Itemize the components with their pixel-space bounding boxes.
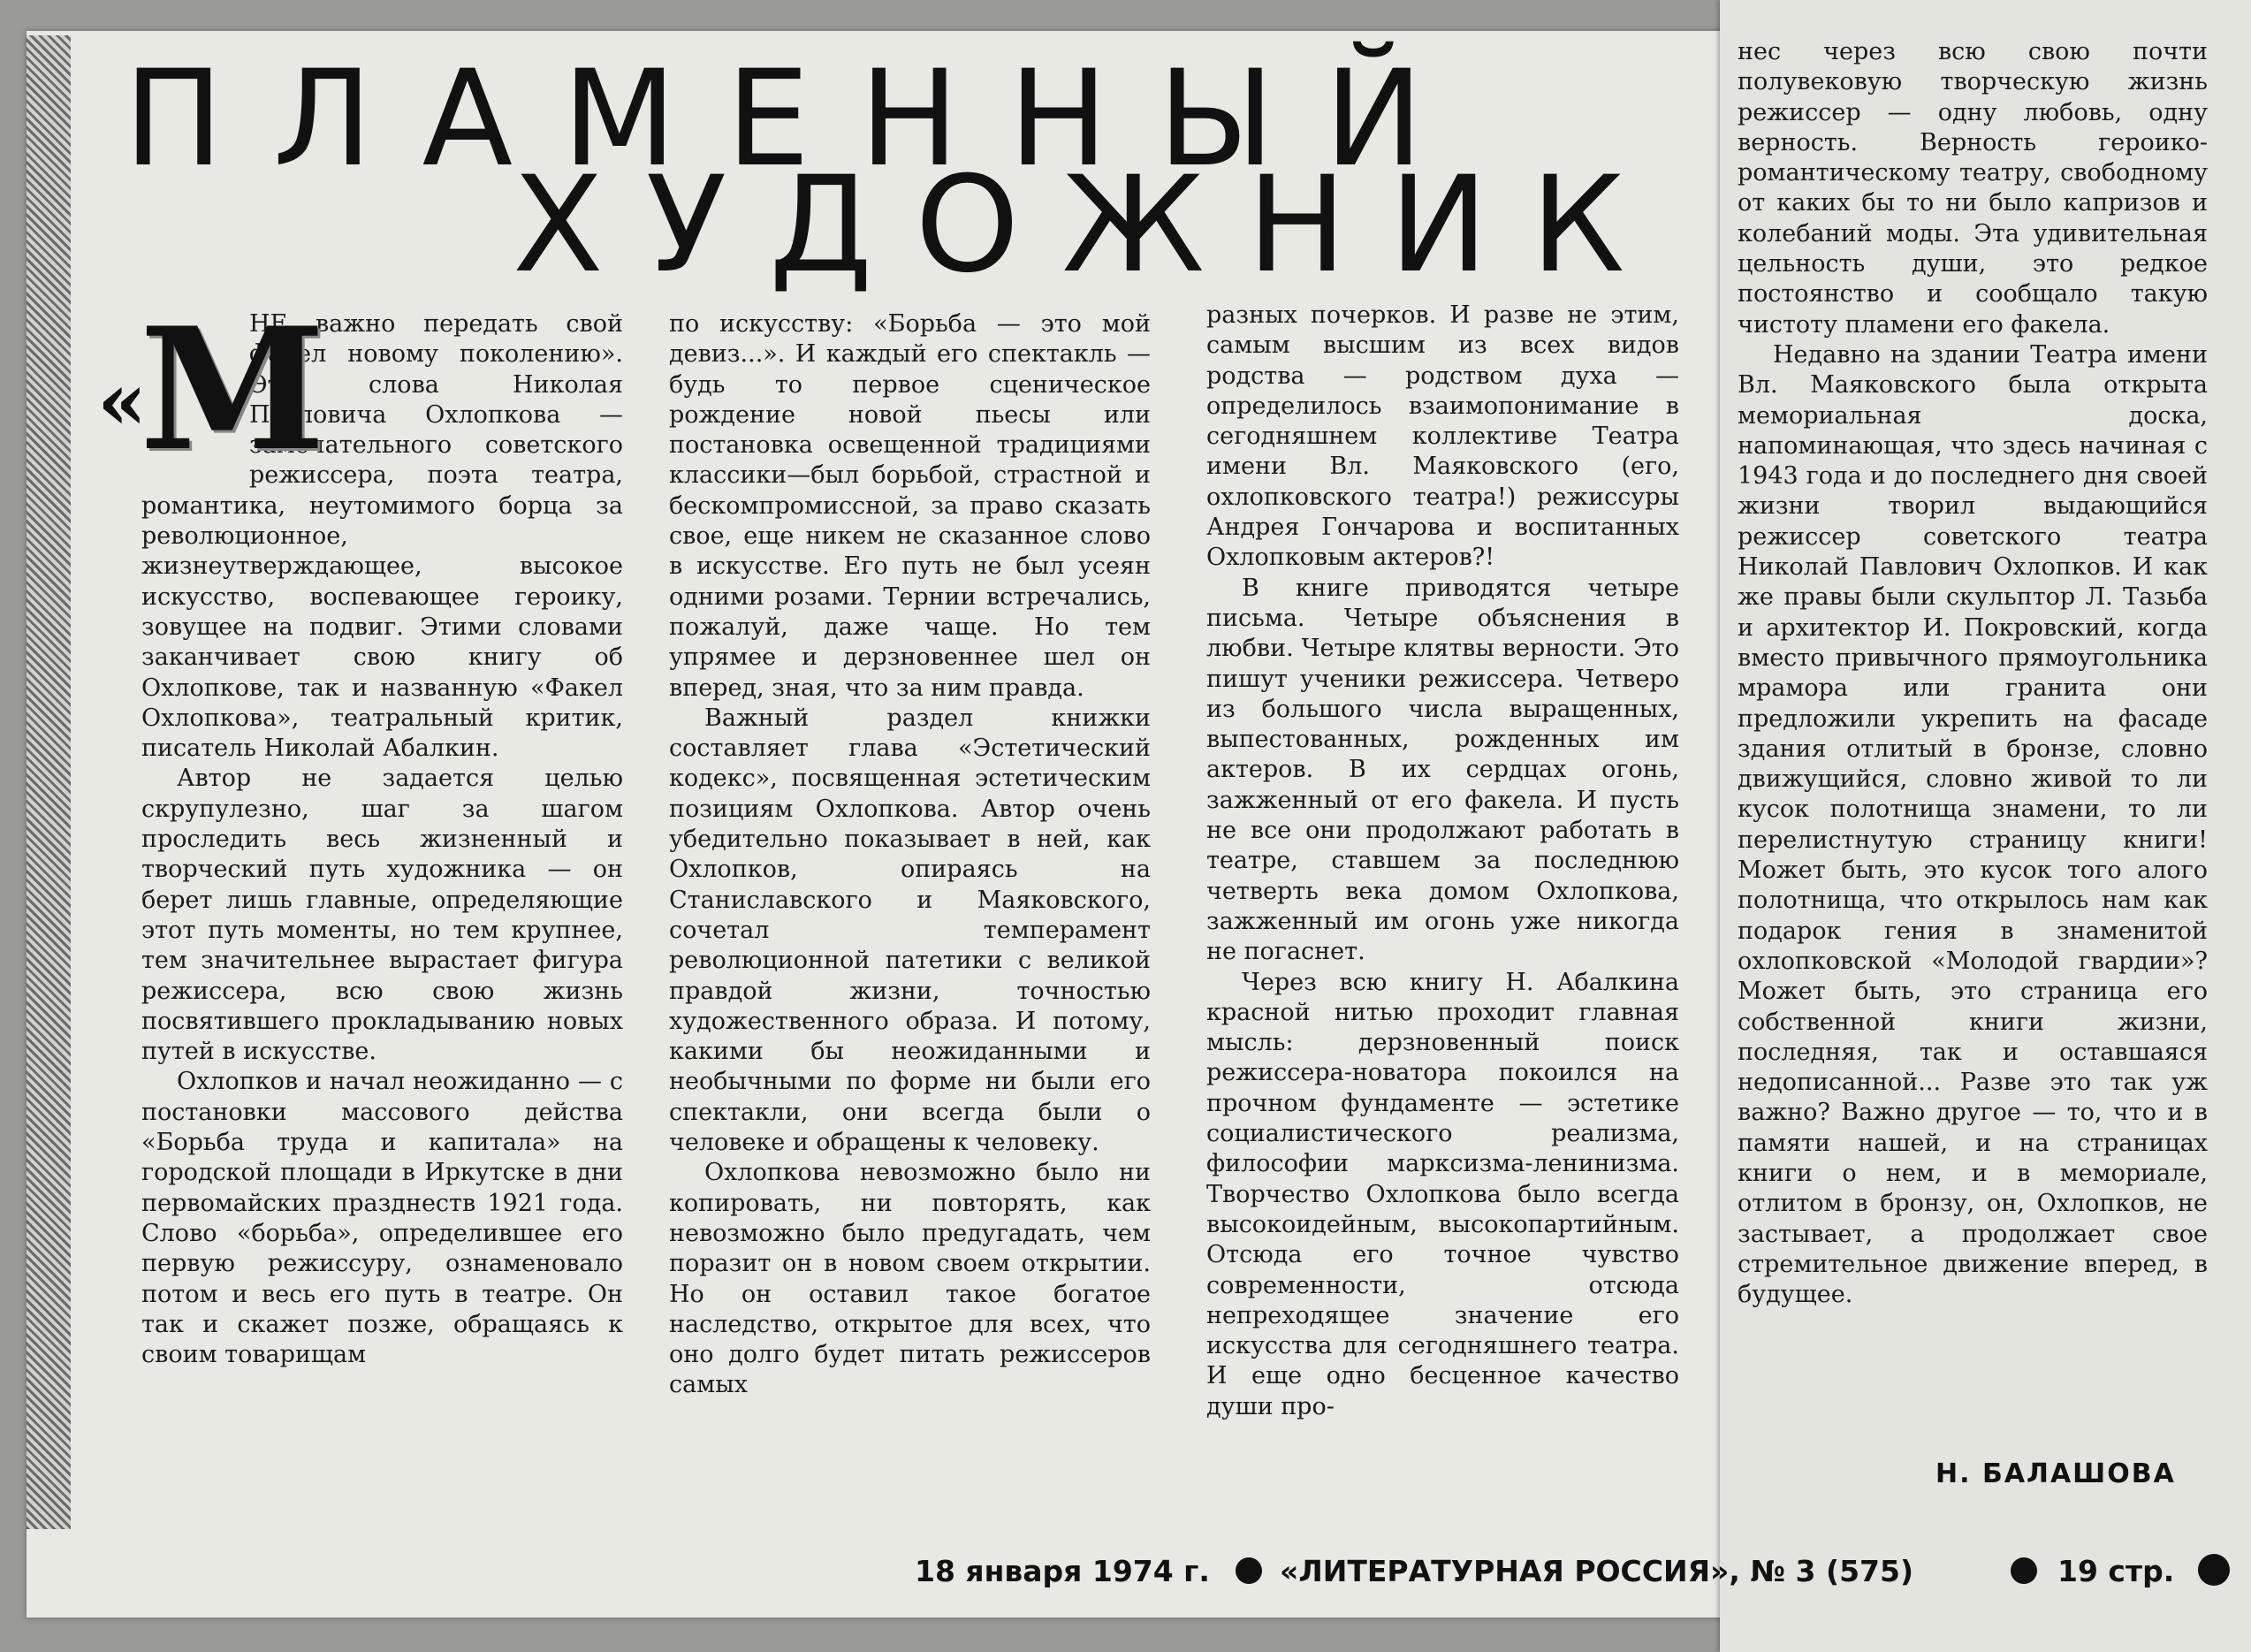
paragraph: Недавно на здании Театра имени Вл. Маяковского была открыта мемориальная доска, напоминающая, что здесь начиная с 1943 года и до последнего дня своей жизни творил выдающийся режиссер советского театра Николай Павлович Охлопков. И как же правы были скульптор Л. Тазьба и архитектор И. Покровский, когда вместо привычного прямоугольника мрамора или гранита они предложили укрепить на фасаде здания отлитый в бронзе, словно движущийся, словно живой то ли кусок полотнища знамени, то ли перелистнутую страницу книги! Может быть, это кусок того алого полотнища, что открылось нам как подарок гения в знаменитой охлопковской «Молодой гвардии»? Может быть, это страница его собственной книги жизни, последняя, так и оставшаяся недописанной... Разве это так уж важно? Важно другое — то, что и в памяти нашей, и на страницах книги о нем, и в мемориале, отлитом в бронзу, он, Охлопков, не застывает, а продолжает свое стремительное движение вперед, в будущее. [1738, 340, 2208, 1309]
bullet-icon [2198, 1554, 2230, 1586]
bullet-icon [1236, 1557, 1262, 1584]
paragraph: нес через всю свою почти полувековую творческую жизнь режиссер — одну любовь, одну верность. Верность героико-романтическому театру, свободному от каких бы то ни было капризов и колебаний моды. Эта удивительная цельность души, это редкое постоянство и сообщало такую чистоту пламени его факела. [1738, 38, 2208, 339]
paragraph: Охлопкова невозможно было ни копировать, ни повторять, как невозможно было предугадать, чем поразит он в новом своем открытии. Но он оставил такое богатое наследство, открытое для всех, что оно долго будет питать режиссеров самых [669, 1159, 1151, 1399]
drop-cap [97, 291, 326, 488]
drop-cap-quote: « [97, 354, 148, 448]
paragraph: по искусству: «Борьба — это мой девиз...». И каждый его спектакль — будь то первое сценическое рождение новой пьесы или постановка освещенной традициями классики—был борьбой, страстной и бескомпромиссной, за право сказать свое, еще никем не сказанное слово в искусстве. Его путь не был усеян одними розами. Тернии встречались, пожалуй, даже чаще. Но тем упрямее и дерзновеннее шел он вперед, зная, что за ним правда. [669, 310, 1151, 702]
paragraph: В книге приводятся четыре письма. Четыре объяснения в любви. Четыре клятвы верности. Это пишут ученики режиссера. Четверо из большого числа выращенных, выпестованных, рожденных им актеров. В их сердцах огонь, зажженный от его факела. И пусть не все они продолжают работать в театре, ставшем за последнюю четверть века домом Охлопкова, зажженный им огонь уже никогда не погаснет. [1206, 574, 1679, 966]
paragraph: НЕ важно передать свой факел новому поколению». Это слова Николая Павловича Охлопкова — замечательного советского режиссера, поэта театра, романтика, неутомимого борца за революционное, жизнеутверждающее, высокое искусство, воспевающее героику, зовущее на подвиг. Этими словами заканчивает свою книгу об Охлопкове, так и названную «Факел Охлопкова», театральный критик, писатель Николай Абалкин. [141, 310, 623, 763]
drop-cap-letter: М [140, 291, 326, 488]
footer-page: 19 стр. [2057, 1554, 2175, 1588]
paragraph: Через всю книгу Н. Абалкина красной нитью проходит главная мысль: дерзновенный поиск режиссера-новатора покоился на прочном фундаменте — эстетике социалистического реализма, философии марксизма-ленинизма. Творчество Охлопкова было всегда высокоидейным, высокопартийным. Отсюда его точное чувство современности, отсюда непреходящее значение его искусства для сегодняшнего театра. И еще одно бесценное качество души про- [1206, 968, 1679, 1420]
article-column-1 [97, 291, 623, 1370]
decorative-hatch-border [27, 35, 71, 1529]
article-column-4 [1738, 37, 2208, 1310]
headline-line-2: ХУДОЖНИК [513, 148, 1668, 302]
article-column-2 [669, 309, 1151, 1401]
paragraph: разных почерков. И разве не этим, самым высшим из всех видов родства — родством духа — определилось взаимопонимание в сегодняшнем коллективе Театра имени Вл. Маяковского (его, охлопковского театра!) режиссуры Андрея Гончарова и воспитанных Охлопковым актеров?! [1206, 301, 1679, 572]
footer-newspaper: «ЛИТЕРАТУРНАЯ РОССИЯ», № 3 (575) [1280, 1554, 1914, 1588]
author-signature: Н. БАЛАШОВА [1935, 1458, 2176, 1489]
footer-date: 18 января 1974 г. [915, 1554, 1210, 1588]
paragraph: Автор не задается целью скрупулезно, шаг за шагом проследить весь жизненный и творческий путь художника — он берет лишь главные, определяющие этот путь моменты, но тем крупнее, тем значительнее вырастает фигура режиссера, всю свою жизнь посвятившего прокладыванию новых путей в искусстве. [141, 765, 623, 1066]
paragraph: Важный раздел книжки составляет глава «Эстетический кодекс», посвященная эстетическим позициям Охлопкова. Автор очень убедительно показывает в ней, как Охлопков, опираясь на Станиславского и Маяковского, сочетал темперамент революционной патетики с великой правдой жизни, точностью художественного образа. И потому, какими бы неожиданными и необычными по форме ни были его спектакли, они всегда были о человеке и обращены к человеку. [669, 704, 1151, 1157]
headline-line-1: ПЛАМЕННЫЙ [124, 42, 1473, 196]
bullet-icon [2011, 1557, 2037, 1584]
article-column-3 [1206, 301, 1679, 1422]
paragraph: Охлопков и начал неожиданно — с постановки массового действа «Борьба труда и капитала» на городской площади в Иркутске в дни первомайских празднеств 1921 года. Слово «борьба», определившее его первую режиссуру, ознаменовало потом и весь его путь в театре. Он так и скажет позже, обращаясь к своим товарищам [141, 1068, 623, 1369]
